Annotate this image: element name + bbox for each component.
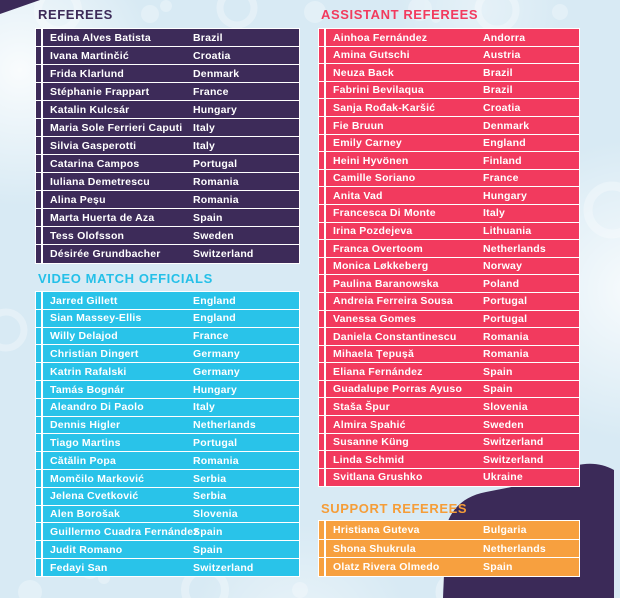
official-name: Fedayi San (50, 561, 108, 574)
official-name: Emily Carney (333, 137, 402, 150)
table-row (35, 505, 300, 524)
official-country: Serbia (193, 490, 227, 503)
official-name: Christian Dingert (50, 348, 139, 361)
official-country: Sweden (193, 229, 234, 242)
official-country: Netherlands (193, 419, 256, 432)
official-name: Paulina Baranowska (333, 277, 439, 290)
official-country: Germany (193, 365, 240, 378)
table-row (35, 154, 300, 174)
official-name: Irina Pozdejeva (333, 225, 413, 238)
official-country: Switzerland (483, 453, 544, 466)
table-row (35, 190, 300, 210)
official-name: Anita Vad (333, 189, 383, 202)
table-row (318, 327, 580, 346)
official-name: Svitlana Grushko (333, 471, 423, 484)
official-name: Guadalupe Porras Ayuso (333, 383, 463, 396)
official-country: Austria (483, 49, 521, 62)
official-country: Andorra (483, 31, 526, 44)
official-name: Katalin Kulcsár (50, 103, 130, 116)
official-country: Spain (193, 211, 223, 224)
table-row (35, 64, 300, 84)
official-name: Frida Klarlund (50, 67, 124, 80)
official-name: Mihaela Țepușă (333, 348, 414, 361)
table-row (318, 380, 580, 399)
official-country: France (193, 330, 229, 343)
official-name: Linda Schmid (333, 453, 405, 466)
table-row (35, 380, 300, 399)
official-country: Ukraine (483, 471, 523, 484)
table-row (35, 398, 300, 417)
table-row (35, 344, 300, 363)
official-name: Momčilo Marković (50, 472, 145, 485)
official-country: Spain (483, 365, 513, 378)
official-name: Shona Shukrula (333, 542, 416, 555)
official-name: Katrin Rafalski (50, 365, 127, 378)
table-row (35, 416, 300, 435)
table-row (318, 310, 580, 329)
official-country: Spain (193, 526, 223, 538)
official-name: Stéphanie Frappart (50, 85, 150, 98)
official-country: Spain (193, 543, 223, 556)
official-name: Staša Špur (333, 401, 390, 414)
official-country: Bulgaria (483, 524, 527, 536)
official-name: Olatz Rivera Olmedo (333, 561, 440, 573)
official-name: Fie Bruun (333, 119, 384, 132)
official-country: Lithuania (483, 225, 532, 238)
official-name: Ainhoa Fernández (333, 31, 428, 44)
table-row (35, 433, 300, 452)
table-row (35, 309, 300, 328)
official-name: Heini Hyvönen (333, 154, 409, 167)
official-name: Tamás Bognár (50, 383, 125, 396)
official-country: Sweden (483, 418, 524, 431)
table-row (318, 46, 580, 65)
section-title-assistant-referees: ASSISTANT REFEREES (321, 7, 479, 22)
official-country: Slovenia (193, 508, 238, 521)
official-country: Romania (193, 175, 239, 188)
official-country: England (483, 137, 526, 150)
official-country: Germany (193, 348, 240, 361)
official-country: Portugal (193, 157, 238, 170)
official-country: Serbia (193, 472, 227, 485)
official-name: Alen Borošak (50, 508, 121, 521)
official-country: Romania (483, 330, 529, 343)
official-name: Sian Massey-Ellis (50, 312, 142, 325)
official-name: Judit Romano (50, 543, 123, 556)
official-country: Brazil (483, 66, 513, 79)
official-country: Croatia (483, 101, 521, 114)
table-row (318, 292, 580, 311)
official-country: Portugal (193, 437, 238, 450)
official-country: Hungary (193, 103, 237, 116)
official-name: Neuza Back (333, 66, 394, 79)
official-country: Netherlands (483, 242, 546, 255)
official-name: Camille Soriano (333, 172, 416, 185)
table-row (318, 239, 580, 258)
official-country: Finland (483, 154, 522, 167)
official-name: Désirée Grundbacher (50, 247, 161, 260)
official-country: Croatia (193, 49, 231, 62)
official-country: Romania (193, 193, 239, 206)
table-row (318, 468, 580, 487)
table-row (318, 557, 580, 577)
official-country: Italy (193, 139, 216, 152)
table-row (35, 82, 300, 102)
official-name: Aleandro Di Paolo (50, 401, 144, 414)
table-row (318, 28, 580, 47)
official-country: England (193, 312, 236, 325)
table-row (318, 204, 580, 223)
table-row (35, 487, 300, 506)
table-row (318, 169, 580, 188)
official-name: Jelena Cvetković (50, 490, 139, 503)
official-name: Tess Olofsson (50, 229, 125, 242)
official-country: Denmark (193, 67, 240, 80)
official-country: England (193, 294, 236, 307)
official-name: Eliana Fernández (333, 365, 423, 378)
official-country: Poland (483, 277, 520, 290)
official-name: Willy Delajod (50, 330, 118, 343)
table-row (318, 397, 580, 416)
table-row (35, 522, 300, 541)
table-row (35, 540, 300, 559)
official-country: Hungary (193, 383, 237, 396)
table-row (318, 345, 580, 364)
official-name: Hristiana Guteva (333, 524, 420, 536)
official-name: Monica Løkkeberg (333, 260, 429, 273)
official-country: Romania (193, 454, 239, 467)
table-row (35, 226, 300, 246)
table-row (35, 244, 300, 264)
official-name: Daniela Constantinescu (333, 330, 457, 343)
table-row (35, 208, 300, 228)
table-row (35, 118, 300, 138)
table-row (35, 291, 300, 310)
official-name: Jarred Gillett (50, 294, 118, 307)
official-name: Amina Gutschi (333, 49, 410, 62)
official-country: Spain (483, 561, 513, 573)
official-name: Francesca Di Monte (333, 207, 436, 220)
official-name: Cătălin Popa (50, 454, 116, 467)
table-row (35, 136, 300, 156)
table-row (35, 327, 300, 346)
official-country: Switzerland (483, 436, 544, 449)
official-country: Hungary (483, 189, 527, 202)
table-row (318, 98, 580, 117)
official-country: Portugal (483, 295, 528, 308)
section-title-video-match-officials: VIDEO MATCH OFFICIALS (38, 271, 213, 286)
support-referees-table (318, 520, 580, 576)
official-name: Edina Alves Batista (50, 31, 151, 44)
table-row (318, 433, 580, 452)
official-country: Brazil (193, 31, 223, 44)
table-row (35, 451, 300, 470)
official-name: Dennis Higler (50, 419, 121, 432)
table-row (318, 520, 580, 540)
official-name: Maria Sole Ferrieri Caputi (50, 121, 183, 134)
official-name: Catarina Campos (50, 157, 140, 170)
official-name: Franca Overtoom (333, 242, 423, 255)
table-row (35, 46, 300, 66)
table-row (318, 274, 580, 293)
table-row (35, 558, 300, 577)
official-country: Norway (483, 260, 523, 273)
table-row (318, 450, 580, 469)
official-country: Brazil (483, 84, 513, 97)
table-row (318, 415, 580, 434)
official-country: Slovenia (483, 401, 528, 414)
table-row (35, 172, 300, 192)
official-country: Romania (483, 348, 529, 361)
table-row (318, 63, 580, 82)
table-row (35, 362, 300, 381)
assistant-referees-table (318, 28, 580, 485)
official-country: Netherlands (483, 542, 546, 555)
official-country: France (483, 172, 519, 185)
table-row (35, 469, 300, 488)
official-name: Vanessa Gomes (333, 313, 417, 326)
table-row (318, 81, 580, 100)
table-row (35, 28, 300, 48)
table-row (318, 222, 580, 241)
referees-table (35, 28, 300, 262)
official-country: Italy (193, 401, 216, 414)
official-name: Iuliana Demetrescu (50, 175, 150, 188)
official-name: Silvia Gasperotti (50, 139, 137, 152)
table-row (35, 100, 300, 120)
official-name: Susanne Küng (333, 436, 409, 449)
official-name: Fabrini Bevilaqua (333, 84, 424, 97)
official-name: Marta Huerta de Aza (50, 211, 155, 224)
table-row (318, 362, 580, 381)
official-name: Almira Spahić (333, 418, 406, 431)
table-row (318, 186, 580, 205)
official-name: Tiago Martins (50, 437, 121, 450)
official-country: Italy (483, 207, 506, 220)
table-row (318, 151, 580, 170)
official-country: Denmark (483, 119, 530, 132)
official-country: Portugal (483, 313, 528, 326)
official-country: Spain (483, 383, 513, 396)
official-name: Andreia Ferreira Sousa (333, 295, 453, 308)
table-row (318, 134, 580, 153)
video-match-officials-table (35, 291, 300, 576)
official-country: Switzerland (193, 561, 254, 574)
section-title-referees: REFEREES (38, 7, 113, 22)
section-title-support-referees: SUPPORT REFEREES (321, 501, 468, 516)
official-name: Alina Peșu (50, 193, 106, 206)
table-row (318, 116, 580, 135)
official-country: Switzerland (193, 247, 254, 260)
official-country: Italy (193, 121, 216, 134)
official-name: Ivana Martinčić (50, 49, 129, 62)
official-country: France (193, 85, 229, 98)
table-row (318, 539, 580, 559)
official-name: Sanja Rođak-Karšić (333, 101, 436, 114)
table-row (318, 257, 580, 276)
official-name: Guillermo Cuadra Fernández (50, 526, 199, 538)
